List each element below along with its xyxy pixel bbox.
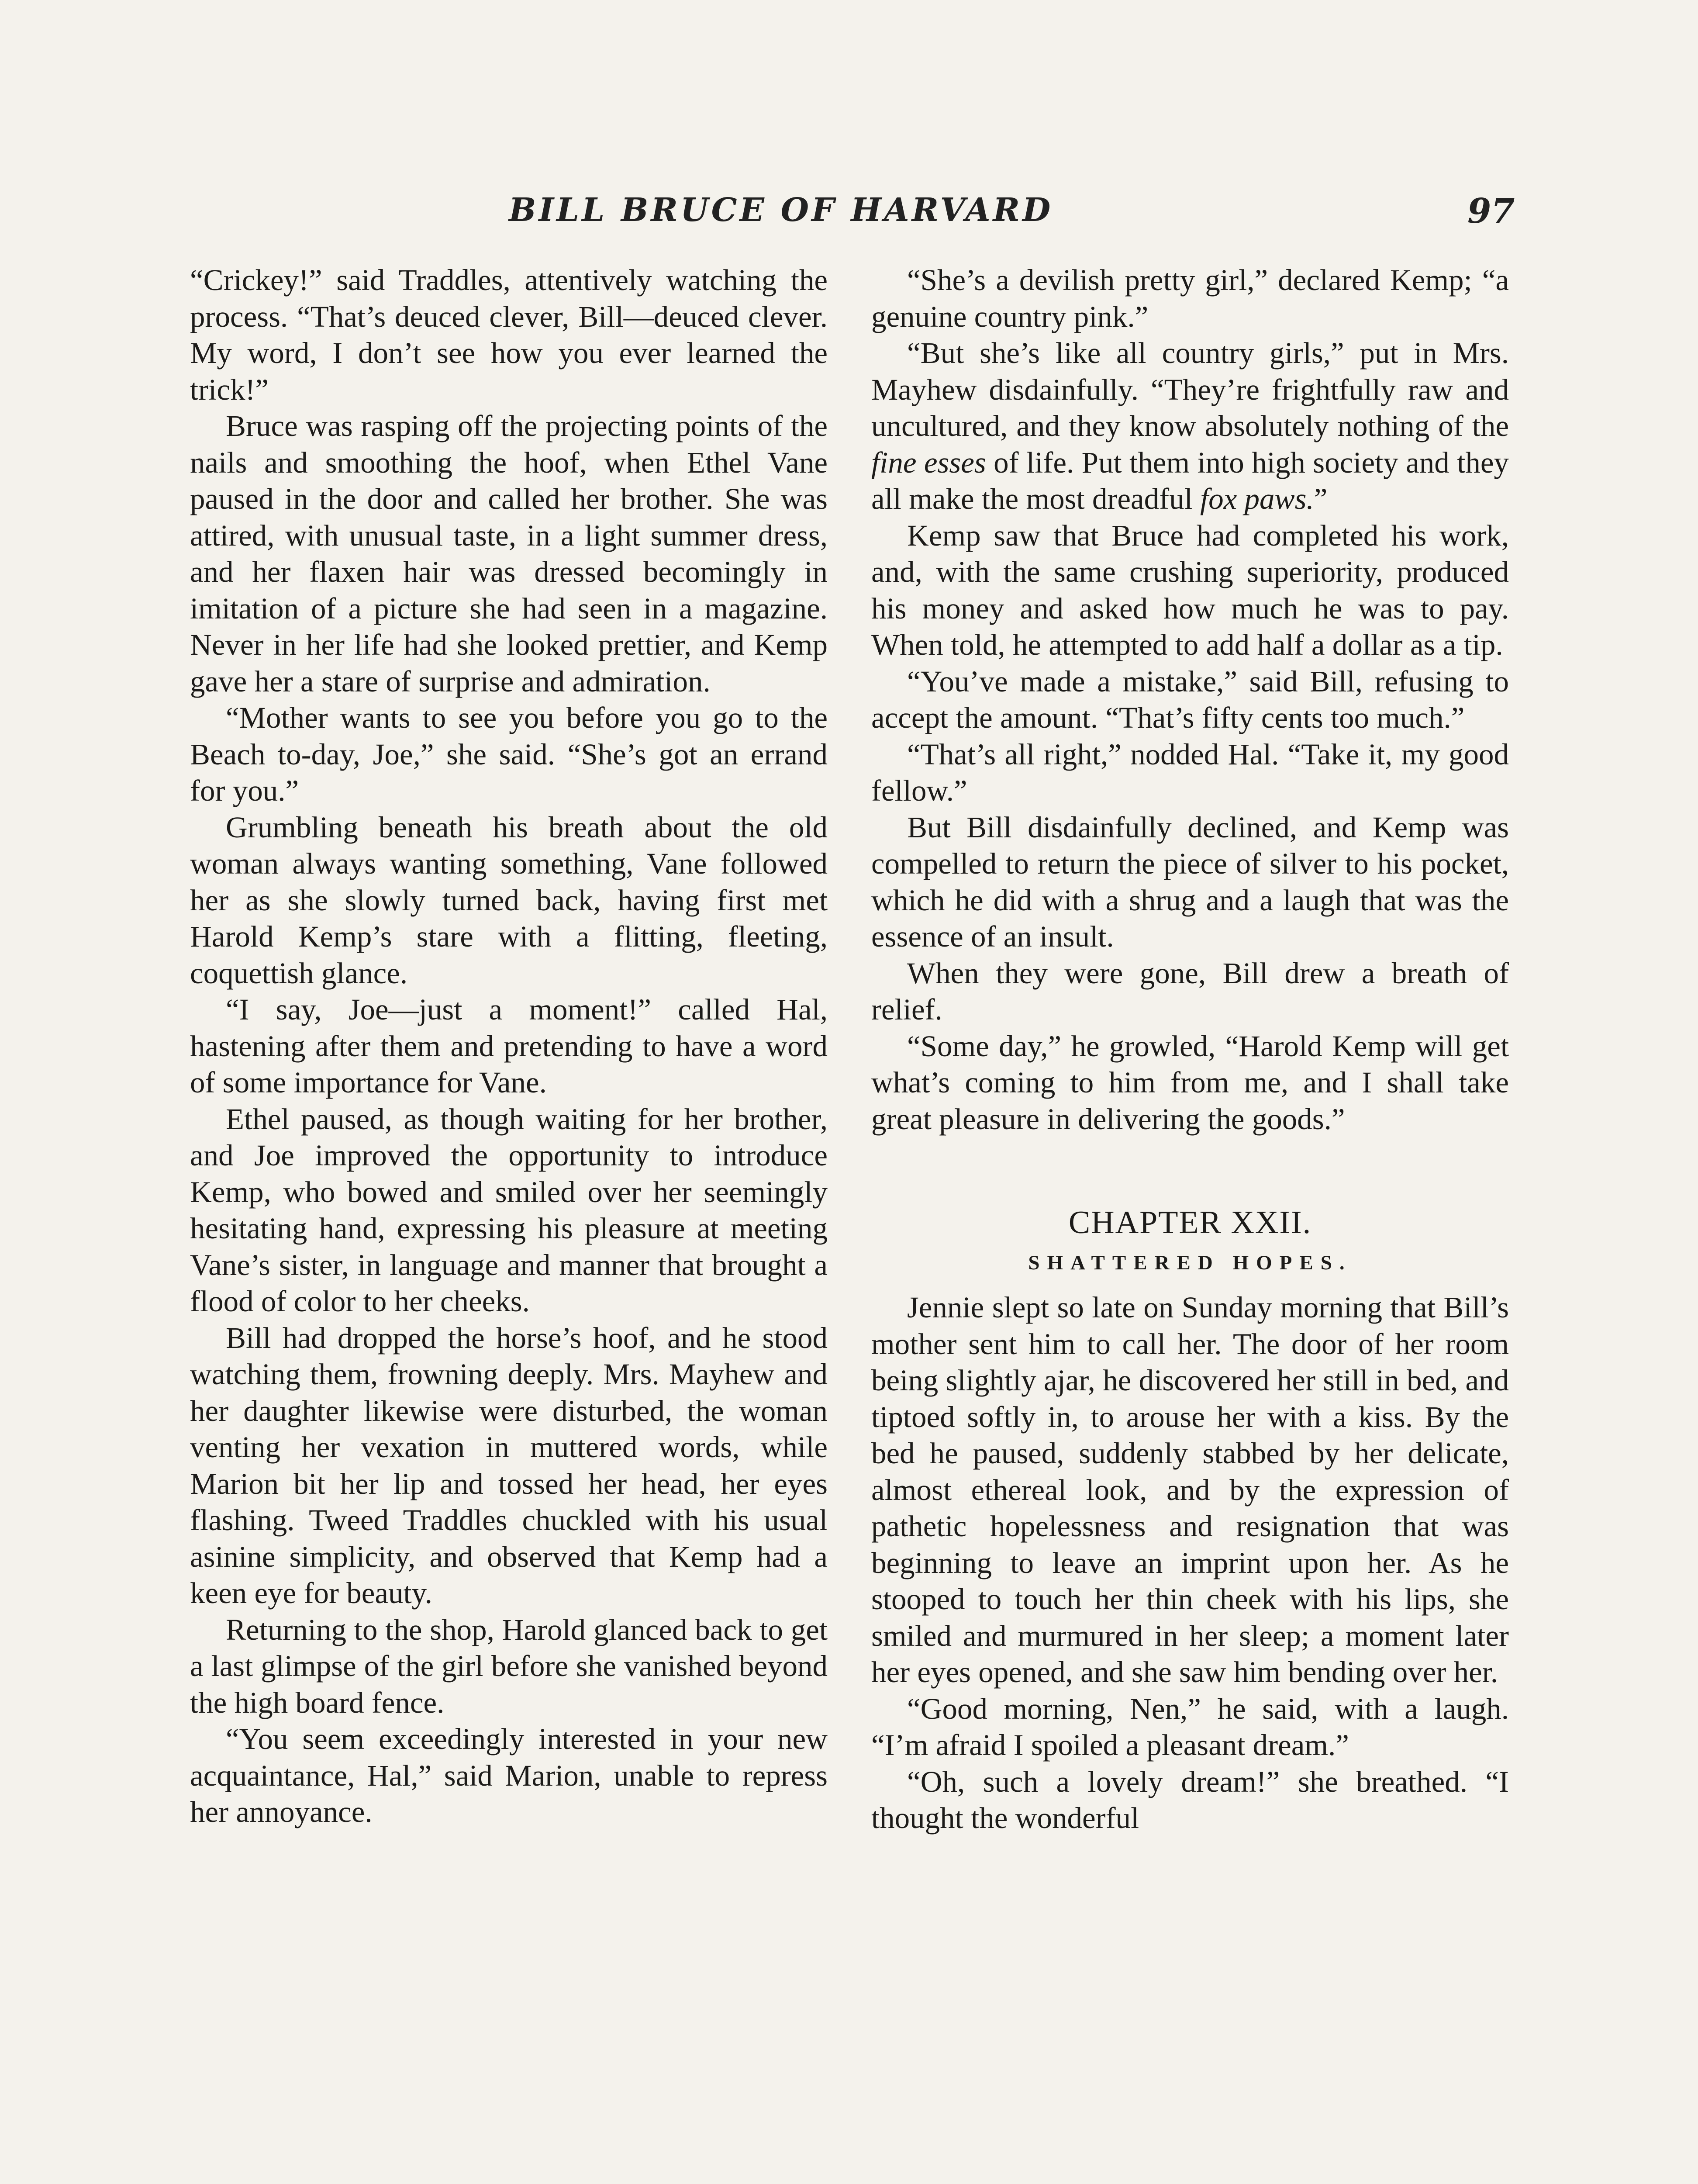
paragraph: Kemp saw that Bruce had completed his work, and, with the same crushing superiority, produced his money and asked how much he was to pay. When told, he attempted to add half a dollar as a tip. xyxy=(871,518,1509,661)
paragraph: “Good morning, Nen,” he said, with a laugh. “I’m afraid I spoiled a pleasant dream.” xyxy=(871,1692,1509,1762)
paragraph: “That’s all right,” nodded Hal. “Take it, my good fellow.” xyxy=(871,737,1509,807)
paragraph: “Some day,” he growled, “Harold Kemp will get what’s coming to him from me, and I shall take great pleasure in delivering the goods.” xyxy=(871,1029,1509,1136)
paragraph: “You’ve made a mistake,” said Bill, refusing to accept the amount. “That’s fifty cents too much.” xyxy=(871,664,1509,734)
paragraph: Bruce was rasping off the projecting points of the nails and smoothing the hoof, when Ethel Vane paused in the door and called her brother. She was attired, with unusual taste, in a light summer dress, and her flaxen hair was dressed becomingly in imitation of a picture she had seen in a magazine. Never in her life had she looked prettier, and Kemp gave her a stare of surprise and admiration. xyxy=(190,409,828,698)
paragraph: Bill had dropped the horse’s hoof, and he stood watching them, frowning deeply. Mrs. Mayhew and her daughter likewise were disturbed, the woman venting her vexation in muttered words, while Marion bit her lip and tossed her head, her eyes flashing. Tweed Traddles chuckled with his usual asinine simplicity, and observed that Kemp had a keen eye for beauty. xyxy=(190,1321,828,1610)
italic-phrase: fine esses xyxy=(871,446,986,479)
italic-phrase: fox paws. xyxy=(1200,482,1314,515)
paragraph: Grumbling beneath his breath about the old woman always wanting something, Vane followed her as she slowly turned back, having first met Harold Kemp’s stare with a flitting, fleeting, coquettish glance. xyxy=(190,810,828,990)
paragraph: “Mother wants to see you before you go to the Beach to-day, Joe,” she said. “She’s got an errand for you.” xyxy=(190,701,828,807)
paragraph: “You seem exceedingly interested in your new acquaintance, Hal,” said Marion, unable to repress her annoyance. xyxy=(190,1722,828,1828)
chapter-subtitle: SHATTERED HOPES. xyxy=(1028,1251,1352,1274)
text-run: ” xyxy=(1314,482,1328,515)
right-column xyxy=(871,262,1509,1837)
running-head: BILL BRUCE OF HARVARD xyxy=(509,191,1053,229)
chapter-heading: CHAPTER XXII. xyxy=(1068,1205,1312,1241)
paragraph: Ethel paused, as though waiting for her brother, and Joe improved the opportunity to introduce Kemp, who bowed and smiled over her seemingly hesitating hand, expressing his pleasure at meeting Vane’s sister, in language and manner that brought a flood of color to her cheeks. xyxy=(190,1102,828,1318)
paragraph: When they were gone, Bill drew a breath of relief. xyxy=(871,956,1509,1026)
paragraph: But Bill disdainfully declined, and Kemp was compelled to return the piece of silver to his pocket, which he did with a shrug and a laugh that was the essence of an insult. xyxy=(871,810,1509,953)
left-column xyxy=(190,262,828,1831)
paragraph: “I say, Joe—just a moment!” called Hal, hastening after them and pretending to have a word of some importance for Vane. xyxy=(190,993,828,1099)
page-number: 97 xyxy=(1467,191,1515,231)
paragraph: “Oh, such a lovely dream!” she breathed. “I thought the wonderful xyxy=(871,1765,1509,1835)
text-run: “But she’s like all country girls,” put in Mrs. Mayhew disdainfully. “They’re frightfully raw and uncultured, and they know absolutely nothing of the xyxy=(871,336,1509,442)
paragraph xyxy=(871,335,1509,518)
paragraph: Returning to the shop, Harold glanced back to get a last glimpse of the girl before she vanished beyond the high board fence. xyxy=(190,1613,828,1719)
paragraph: Jennie slept so late on Sunday morning that Bill’s mother sent him to call her. The door of her room being slightly ajar, he discovered her still in bed, and tiptoed softly in, to arouse her with a kiss. By the bed he paused, suddenly stabbed by her delicate, almost ethereal look, and by the expression of pathetic hopelessness and resignation that was beginning to leave an imprint upon her. As he stooped to touch her thin cheek with his lips, she smiled and murmured in her sleep; a moment later her eyes opened, and she saw him bending over her. xyxy=(871,1291,1509,1689)
text-run: of life. Put them into high society and they all make the most dreadful xyxy=(871,446,1509,515)
paragraph: “She’s a devilish pretty girl,” declared Kemp; “a genuine country pink.” xyxy=(871,263,1509,333)
paragraph: “Crickey!” said Traddles, attentively watching the process. “That’s deuced clever, Bill—deuced clever. My word, I don’t see how you ever learned the trick!” xyxy=(190,263,828,406)
